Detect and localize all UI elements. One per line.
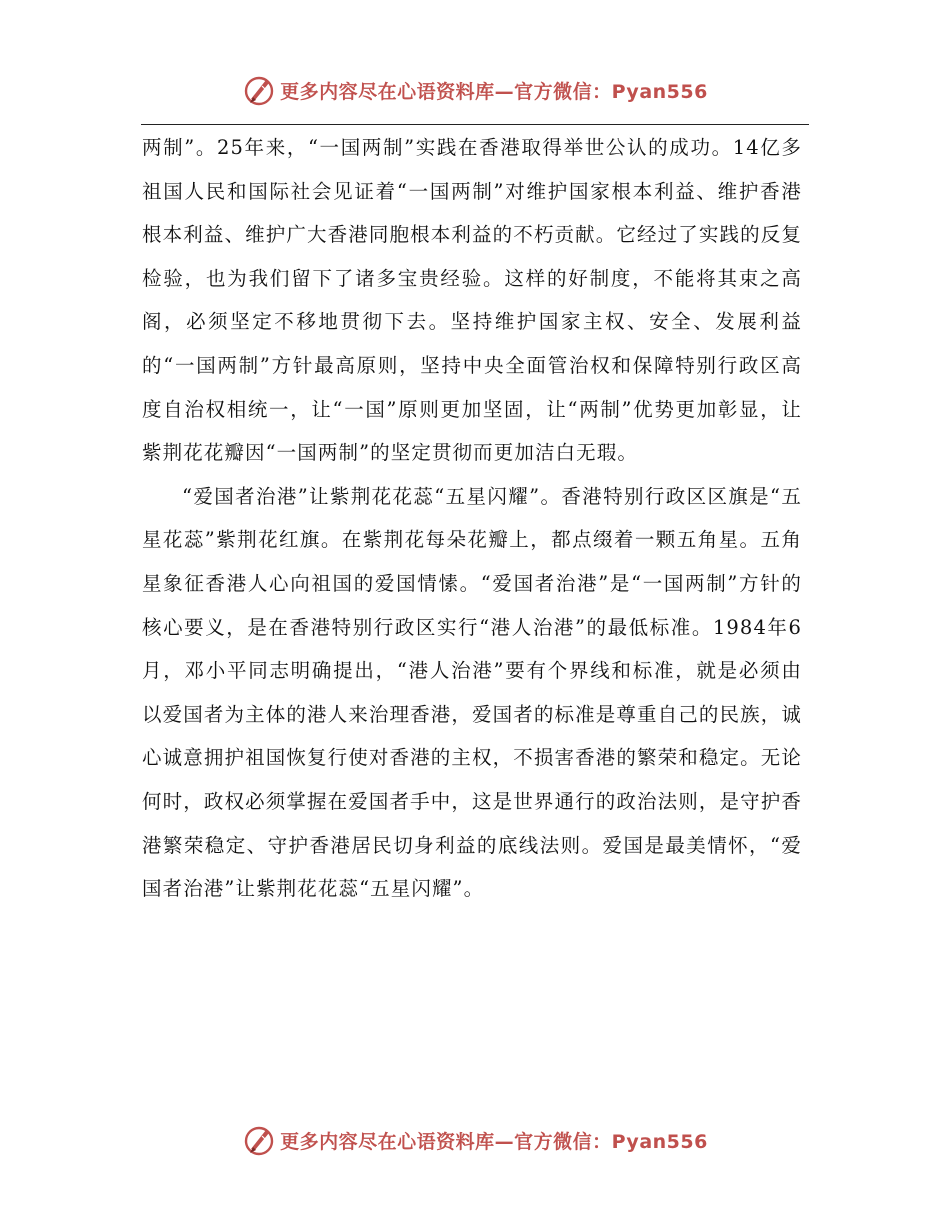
- quill-logo-icon: [242, 1123, 276, 1157]
- header-divider: [141, 124, 809, 125]
- quill-logo-icon: [242, 73, 276, 107]
- paragraph-one-country-two-systems: 两制”。25年来，“一国两制”实践在香港取得举世公认的成功。14亿多祖国人民和国际社会见证着“一国两制”对维护国家根本利益、维护香港根本利益、维护广大香港同胞根本利益的不朽贡献。它经过了实践的反复检验，也为我们留下了诸多宝贵经验。这样的好制度，不能将其束之高阁，必须坚定不移地贯彻下去。坚持维护国家主权、安全、发展利益的“一国两制”方针最高原则，坚持中央全面管治权和保障特别行政区高度自治权相统一，让“一国”原则更加坚固，让“两制”优势更加彰显，让紫荆花花瓣因“一国两制”的坚定贯彻而更加洁白无瑕。: [142, 136, 802, 465]
- paragraph-patriots-governing-hk: “爱国者治港”让紫荆花花蕊“五星闪耀”。香港特别行政区区旗是“五星花蕊”紫荆花红旗。在紫荆花每朵花瓣上，都点缀着一颗五角星。五角星象征香港人心向祖国的爱国情愫。“爱国者治港”是“一国两制”方针的核心要义，是在香港特别行政区实行“港人治港”的最低标准。1984年6月，邓小平同志明确提出，“港人治港”要有个界线和标准，就是必须由以爱国者为主体的港人来治理香港，爱国者的标准是尊重自己的民族，诚心诚意拥护祖国恢复行使对香港的主权，不损害香港的繁荣和稳定。无论何时，政权必须掌握在爱国者手中，这是世界通行的政治法则，是守护香港繁荣稳定、守护香港居民切身利益的底线法则。爱国是最美情怀，“爱国者治港”让紫荆花花蕊“五星闪耀”。: [142, 484, 802, 901]
- document-body: [142, 126, 802, 911]
- header-banner-text: 更多内容尽在心语资料库—官方微信：Pyan556: [280, 80, 708, 103]
- header-banner: [0, 70, 950, 110]
- footer-banner-text: 更多内容尽在心语资料库—官方微信：Pyan556: [280, 1130, 708, 1153]
- footer-banner: [0, 1120, 950, 1160]
